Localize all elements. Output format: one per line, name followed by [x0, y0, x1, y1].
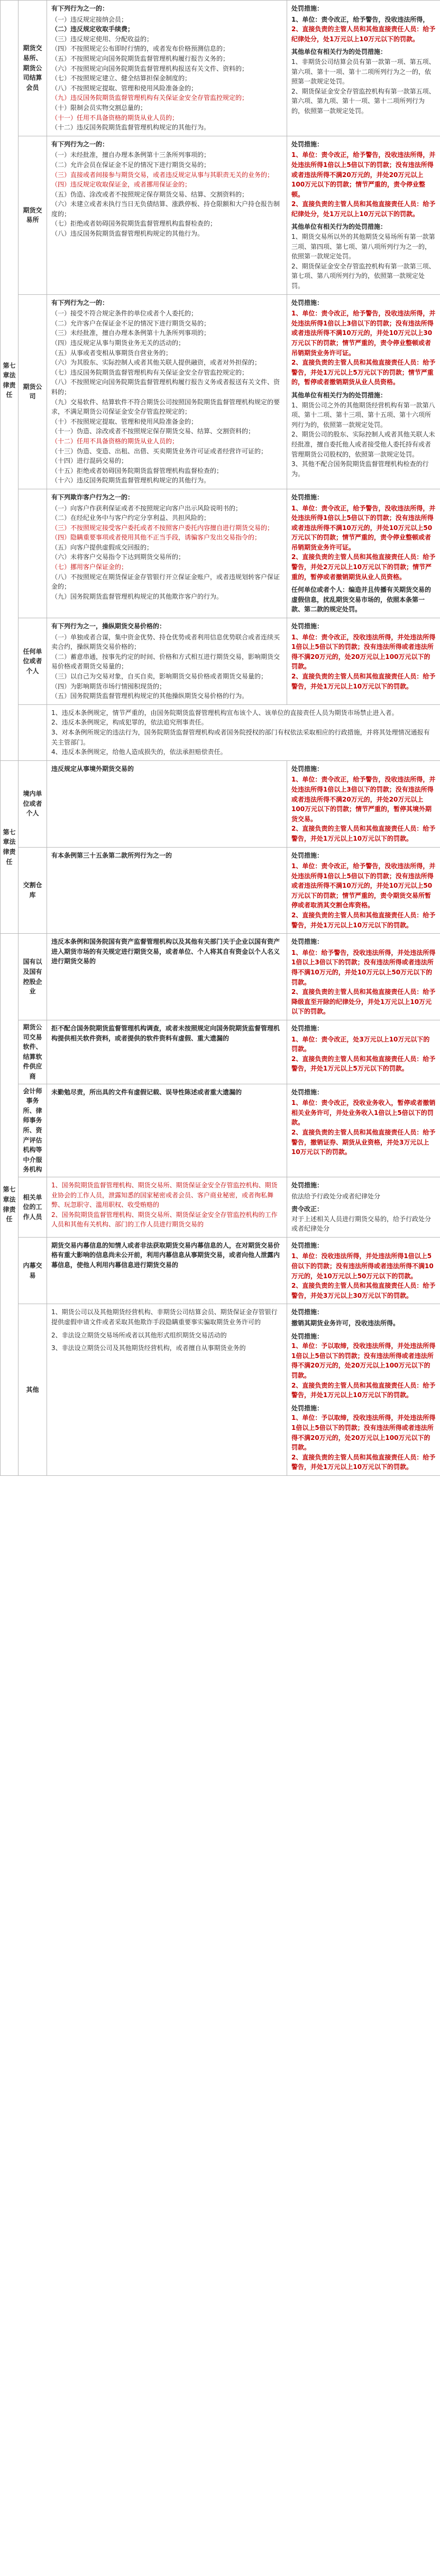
footer-note: 1、违反本条例规定，情节严重的，由国务院期货监督管理机构宣布该个人、该单位的直接责任人员为期货市场禁止进入者。 [51, 709, 398, 717]
behavior-item: （十一）伪造、涂改或者不按照规定保存期货交易、结算、交割资料的； [51, 427, 255, 435]
behavior-item: （二）蓄意串通，按事先约定的时间、价格和方式相互进行期货交易，影响期货交易价格或者期货交易量的； [51, 653, 280, 671]
penalty-cell [287, 1237, 440, 1304]
behavior-item: （八）违反国务院期货监督管理机构规定的其他行为。 [51, 230, 204, 238]
penalty-item: 1、单位：责令改正，没收业务收入，暂停或者撤销相关业务许可，并处业务收入1倍以上5倍以下的罚款。 [291, 1099, 436, 1127]
behavior-item: （七）不按照规定建立、健全结算担保金制度的； [51, 75, 191, 82]
penalty-item: 1、期货交易所以外的其他期货交易场所有第一款第三项、第四项、第七项、第八项所列行为之一的，依照第一款规定处罚。 [291, 233, 435, 261]
behavior-item: （六）未将客户交易指令下达到期货交易所的； [51, 553, 185, 561]
behavior-item: （十一）任用不具备资格的期货从业人员的； [51, 114, 179, 122]
behavior-item: （六）不按照规定向国务院期货监督管理机构报送有关文件、资料的； [51, 64, 249, 72]
penalty-item: 其他单位有相关行为的处罚措施： [291, 223, 387, 231]
penalty-item: 2、直接负责的主管人员和其他直接责任人员：给予警告，并处1万元以上10万元以下的罚款。 [291, 912, 436, 929]
behavior-item: （八）不按照规定向国务院期货监督管理机构履行报告义务或者报送有关文件、资料的； [51, 378, 280, 396]
penalty-item: 2、直接负责的主管人员和其他直接责任人员：给予纪律处分，处1万元以上10万元以下的罚款。 [291, 200, 436, 218]
behavior-intro: 有下列行为之一的： [51, 299, 109, 306]
behavior-item: 2、非法设立期货交易场所或者以其他形式组织期货交易活动的 [51, 1331, 227, 1339]
penalty-item: 3、其他不配合国务院期货监督管理机构检查的行为。 [291, 460, 429, 478]
subject-cell: 期货公司交易软件、结算软件供应商 [19, 1020, 47, 1084]
behavior-intro: 拒不配合国务院期货监督管理机构调查，或者未按照规定向国务院期货监督管理机构提供相关软件资料，或者提供的软件资料有虚假、重大遗漏的 [51, 1025, 280, 1042]
penalty-item: 依法给予行政处分或者纪律处分 [291, 1192, 381, 1200]
penalty-item: 2、直接负责的主管人员和其他直接责任人员：给予警告，并处3万元以上30万元以下的罚款。 [291, 1282, 436, 1299]
penalty-item: 2、直接负责的主管人员和其他直接责任人员：给予警告，并处1万元以上10万元以下的罚款。 [291, 825, 436, 842]
table-row [1, 1084, 440, 1177]
penalty-item: 1、非期货公司结算会员有第一款第一项、第五项、第六项、第十一项、第十二项所列行为之一的，依照第一款规定处罚。 [291, 58, 435, 86]
penalty-heading: 处罚措施： [291, 622, 324, 630]
table-row [1, 1237, 440, 1304]
subject-cell: 期货公司 [19, 294, 47, 489]
penalty-heading: 处罚措施： [291, 1181, 324, 1189]
penalty-heading: 处罚措施： [291, 851, 324, 859]
behavior-item: （六）为其股东、实际控制人或者其他关联人提供融资，或者对外担保的； [51, 359, 261, 367]
behavior-item: 3、非法设立期货公司及其他期货经营机构，或者擅自从事期货业务的 [51, 1344, 246, 1352]
penalty-item: 处罚措施： [291, 1332, 324, 1340]
penalty-item: 1、单位：责令改正，给予警告，没收违法所得，并处违法所得1倍以上3倍以下的罚款；没有违法所得或者违法所得不满10万元的，并处10万元以上30万元以下的罚款；情节严重的，责令停业整顿或者吊销期货业务许可证。 [291, 310, 436, 357]
behavior-item: （五）国务院期货监督管理机构规定的其他操纵期货交易价格的行为。 [51, 692, 249, 700]
table-row [1, 847, 440, 934]
penalty-heading: 处罚措施： [291, 938, 324, 946]
behavior-item: （七）违反国务院期货监督管理机构有关保证金安全存管监控规定的； [51, 368, 249, 376]
behavior-item: 1、期货公司以及其他期货经营机构、非期货公司结算会员、期货保证金存管银行提供虚假申请文件或者采取其他欺诈手段隐瞒重要事实骗取期货业务许可的 [51, 1308, 278, 1326]
penalty-cell [287, 1084, 440, 1177]
chapter-cell: 第七章法律责任 [1, 934, 19, 1476]
table-row [1, 489, 440, 618]
penalty-item: 1、单位：责令改正，没收违法所得，并处违法所得1倍以上5倍以下的罚款；没有违法所得或者违法所得不满20万元的，处20万元以上100万元以下的罚款。 [291, 633, 436, 671]
penalty-heading: 处罚措施： [291, 765, 324, 773]
behavior-intro: 有下列行为之一的： [51, 140, 109, 148]
penalty-item: 1、单位：责令改正，处3万元以上10万元以下的罚款。 [291, 1035, 430, 1053]
behavior-item: （十二）违反国务院期货监督管理机构规定的其他行为。 [51, 124, 210, 132]
subject-cell-empty [19, 704, 47, 760]
behavior-item: （四）为影响期货市场行情囤积现货的； [51, 682, 166, 690]
behavior-item: （七）拒绝或者妨碍国务院期货监督管理机构监督检查的； [51, 220, 217, 228]
subject-cell: 期货交易所 [19, 136, 47, 294]
table-row [1, 618, 440, 705]
behavior-item: （五）向客户提供虚假成交回报的； [51, 543, 153, 551]
penalty-item: 2、直接负责的主管人员和其他直接责任人员：给予警告，并处1万元以上10万元以下的罚款。 [291, 1381, 436, 1399]
penalty-item: 1、单位：责令改正，给予警告，没收违法所得， [291, 15, 429, 23]
behavior-item: （三）不按照规定接受客户委托或者不按照客户委托内容擅自进行期货交易的； [51, 524, 274, 532]
behavior-item: （五）不按照规定向国务院期货监督管理机构履行报告义务的； [51, 54, 230, 62]
penalty-item: 2、期货保证金安全存管监控机构有第一款第五项、第六项、第九项、第十一项、第十二项所列行为的，依照第一款规定处罚。 [291, 87, 435, 115]
penalty-item: 1、单位：责令改正，给予警告，没收违法所得，并处违法所得1倍以上5倍以下的罚款；没有违法所得或者违法所得不满10万元的，并处10万元以上50万元以下的罚款；情节严重的，责令期货交易所暂停或者取消其交割仓库资格。 [291, 862, 436, 909]
footer-note: 3、对本条例所规定的违法行为，国务院期货监督管理机构或者国务院授权的部门有权依法采取相应的行政措施，并将其处理情况通报有关主管部门。 [51, 728, 430, 746]
penalty-item: 处罚措施： [291, 1404, 324, 1412]
behavior-item: （八）不按照规定提取、管理和使用风险准备金的； [51, 84, 198, 92]
subject-cell: 相关单位的工作人员 [19, 1177, 47, 1237]
behavior-item: （三）未经批准，擅自办理本条例第十九条所列事项的； [51, 329, 210, 337]
behavior-item: （二）允许会员在保证金不足的情况下进行期货交易的； [51, 161, 210, 169]
penalty-item: 责令改正： [291, 1205, 324, 1213]
behavior-item: （一）未经批准，擅自办理本条例第十三条所列事项的； [51, 151, 210, 159]
table-row [1, 1304, 440, 1476]
penalty-heading: 处罚措施： [291, 299, 324, 306]
behavior-item: （四）隐瞒重要事项或者使用其他不正当手段，诱骗客户发出交易指令的； [51, 534, 261, 542]
penalty-item: 1、单位：责令改正，给予警告，没收违法所得，并处违法所得1倍以上5倍以下的罚款；没有违法所得或者违法所得不满20万元的，并处20万元以上100万元以下的罚款；情节严重的，责令停业整顿。 [291, 151, 436, 198]
behavior-intro: 未勤勉尽责，所出具的文件有虚假记载、误导性陈述或者重大遗漏的 [51, 1088, 242, 1096]
penalty-item: 2、期货公司的股东、实际控制人或者其他关联人未经批准，擅自委托他人或者接受他人委托持有或者管理期货公司股权的，依照第一款规定处罚。 [291, 431, 435, 458]
behavior-item: 1、国务院期货监督管理机构、期货交易所、期货保证金安全存管监控机构、期货业协会的工作人员，泄露知悉的国家秘密或者会员、客户商业秘密，或者徇私舞弊、玩忽职守、滥用职权、收受贿赂的 [51, 1181, 278, 1209]
behavior-intro: 违反本条例和国务院国有资产监督管理机构以及其他有关部门关于企业以国有资产进入期货市场的有关规定进行期货交易，或者单位、个人将其自有资金以个人名义进行期货交易的 [51, 938, 280, 965]
penalty-item: 1、单位：责令改正，给予警告，没收违法所得，并处违法所得1倍以上3倍以下的罚款；没有违法所得或者违法所得不满20万元的，并处20万元以上100万元以下的罚款；情节严重的，暂停其境外期货交易。 [291, 776, 436, 823]
subject-cell: 交割仓库 [19, 847, 47, 934]
subject-cell [19, 489, 47, 618]
penalty-item: 2、直接负责的主管人员和其他直接责任人员：给予警告，并处1万元以上10万元以下的罚款。 [291, 673, 436, 690]
behavior-intro: 期货交易内幕信息的知情人或者非法获取期货交易内幕信息的人，在对期货交易价格有重大影响的信息尚未公开前，利用内幕信息从事期货交易，或者向他人泄露内幕信息，使他人利用内幕信息进行期货交易的 [51, 1241, 280, 1269]
table-row-footer [1, 704, 440, 760]
behavior-item: （十六）违反国务院期货监督管理机构规定的其他行为。 [51, 477, 210, 485]
behavior-item: （一）接受不符合规定条件的单位或者个人委托的； [51, 310, 198, 318]
penalty-item: 1、单位：予以取缔，没收违法所得，并处违法所得1倍以上5倍以下的罚款；没有违法所得或者违法所得不满20万元的，处20万元以上100万元以下的罚款。 [291, 1414, 436, 1452]
penalty-item: 2、直接负责的主管人员和其他直接责任人员：给予警告，并处2万元以上10万元以下的罚款；情节严重的，暂停或者撤销期货从业人员资格。 [291, 553, 436, 581]
penalty-cell [287, 489, 440, 618]
behavior-cell [47, 1304, 287, 1476]
behavior-intro: 有下列欺诈客户行为之一的： [51, 493, 134, 501]
behavior-intro: 违反规定从事境外期货交易的 [51, 765, 134, 773]
footer-note: 2、违反本条例规定，构成犯罪的，依法追究刑事责任。 [51, 719, 208, 727]
penalty-cell [287, 136, 440, 294]
behavior-cell [47, 1177, 287, 1237]
penalty-item: 2、直接负责的主管人员和其他直接责任人员：给予警告，并处1万元以上5万元以下的罚款；情节严重的，暂停或者撤销期货从业人员资格。 [291, 359, 436, 386]
behavior-cell [47, 136, 287, 294]
subject-cell: 境内单位或者个人 [19, 760, 47, 847]
penalty-heading: 处罚措施： [291, 493, 324, 501]
penalty-item: 撤销其期货业务许可，没收违法所得。 [291, 1319, 400, 1327]
table-row [1, 1177, 440, 1237]
behavior-cell [47, 1, 287, 136]
penalty-item: 1、单位：予以取缔，没收违法所得，并处违法所得1倍以上5倍以下的罚款；没有违法所得或者违法所得不满20万元的，处20万元以上100万元以下的罚款。 [291, 1342, 436, 1379]
penalty-item: 任何单位或者个人：编造并且传播有关期货交易的虚假信息，扰乱期货交易市场的，依照本条第一款、第二款的规定处罚。 [291, 586, 432, 613]
penalty-cell [287, 1304, 440, 1476]
behavior-item: （四）不按照规定公布即时行情的，或者发布价格预测信息的； [51, 45, 230, 53]
penalty-item: 其他单位有相关行为的处罚措施： [291, 391, 387, 399]
penalty-item: 1、单位：没收违法所得，并处违法所得1倍以上5倍以下的罚款；没有违法所得或者违法所得不满10万元的，处10万元以上50万元以下的罚款。 [291, 1252, 434, 1280]
behavior-cell [47, 489, 287, 618]
subject-cell: 任何单位或者个人 [19, 618, 47, 705]
subject-cell: 内幕交易 [19, 1237, 47, 1304]
behavior-item: （二）违反规定收取手续费； [51, 25, 134, 33]
behavior-item: （八）不按照规定在期货保证金存管银行开立保证金账户，或者违规划转客户保证金的； [51, 573, 280, 591]
penalty-cell [287, 294, 440, 489]
penalty-item: 2、直接负责的主管人员和其他直接责任人员：给予降级直至开除的纪律处分，并处1万元以上10万元以下的罚款。 [291, 988, 436, 1016]
behavior-item: （十五）拒绝或者妨碍国务院期货监督管理机构监督检查的； [51, 467, 223, 475]
penalty-cell [287, 1020, 440, 1084]
penalty-item: 2、直接负责的主管人员和其他直接责任人员：给予纪律处分，处1万元以上10万元以下的罚款。 [291, 25, 436, 43]
penalty-item: 其他单位有相关行为的处罚措施： [291, 48, 387, 56]
penalty-item: 2、期货保证金安全存管监控机构有第一款第三项、第七项、第八项所列行为的，依照第一款规定处罚。 [291, 262, 435, 290]
behavior-item: （二）在经纪业务中与客户约定分享利益、共担风险的； [51, 514, 210, 522]
penalty-cell [287, 934, 440, 1020]
behavior-item: （十四）进行混码交易的； [51, 457, 128, 465]
table-row [1, 136, 440, 294]
behavior-item: （三）违反规定使用、分配收益的； [51, 35, 153, 43]
behavior-item: （二）允许客户在保证金不足的情况下进行期货交易的； [51, 319, 210, 327]
penalty-cell [287, 1177, 440, 1237]
behavior-item: （一）单独或者合谋，集中资金优势、持仓优势或者利用信息优势联合或者连续买卖合约，操纵期货交易价格的； [51, 633, 280, 651]
behavior-item: （五）伪造、涂改或者不按照规定保存期货交易、结算、交割资料的； [51, 190, 249, 198]
behavior-item: （三）直接或者间接参与期货交易，或者违反规定从事与其职责无关的业务的； [51, 171, 274, 179]
behavior-item: 2、国务院期货监督管理机构、期货交易所、期货保证金安全存管监控机构的工作人员和其他有关机构、部门的工作人员进行期货交易的 [51, 1211, 278, 1229]
chapter-cell: 第七章法律责任 [1, 1, 19, 761]
behavior-cell [47, 618, 287, 705]
table-row [1, 934, 440, 1020]
behavior-cell [47, 1020, 287, 1084]
behavior-intro: 有下列行为之一，操纵期货交易价格的： [51, 622, 166, 630]
behavior-item: （六）未建立或者未执行当日无负债结算、涨跌停板、持仓限额和大户持仓报告制度的； [51, 200, 280, 218]
behavior-item: （九）交易软件、结算软件不符合期货公司按照国务院期货监督管理机构规定的要求，不满足期货公司保证金安全存管监控规定的； [51, 398, 280, 416]
behavior-item: （十二）任用不具备资格的期货从业人员的； [51, 437, 179, 445]
penalty-heading: 处罚措施： [291, 5, 324, 12]
penalty-item: 2、直接负责的主管人员和其他直接责任人员：给予警告，并处1万元以上10万元以下的罚款。 [291, 1453, 436, 1471]
behavior-cell [47, 294, 287, 489]
penalty-cell [287, 618, 440, 705]
behavior-item: （九）国务院期货监督管理机构规定的其他欺诈客户的行为。 [51, 592, 223, 600]
behavior-cell [47, 1084, 287, 1177]
penalty-heading: 处罚措施： [291, 140, 324, 148]
behavior-intro: 有本条例第三十五条第二款所列行为之一的 [51, 851, 172, 859]
table-row [1, 760, 440, 847]
penalty-cell [287, 760, 440, 847]
behavior-item: （九）违反国务院期货监督管理机构有关保证金安全存管监控规定的； [51, 94, 249, 102]
penalty-heading: 处罚措施： [291, 1088, 324, 1096]
behavior-cell [47, 847, 287, 934]
behavior-cell [47, 1237, 287, 1304]
penalty-item: 2、直接负责的主管人员和其他直接责任人员：给予警告，撤销证券、期货从业资格，并处3万元以上10万元以下的罚款。 [291, 1128, 436, 1156]
behavior-intro: 有下列行为之一的： [51, 5, 109, 12]
subject-cell: 期货交易所、期货公司结算会员 [19, 1, 47, 136]
penalty-heading: 处罚措施： [291, 1308, 324, 1316]
behavior-cell [47, 760, 287, 847]
behavior-cell [47, 934, 287, 1020]
penalty-heading: 处罚措施： [291, 1025, 324, 1032]
behavior-item: （七）挪用客户保证金的； [51, 563, 128, 571]
behavior-item: （一）违反规定接纳会员； [51, 15, 128, 23]
behavior-item: （五）从事或者变相从事期货自营业务的； [51, 349, 172, 357]
table-row [1, 1, 440, 136]
footer-note-cell [47, 704, 440, 760]
behavior-item: （三）以自己为交易对象，自买自卖，影响期货交易价格或者期货交易量的； [51, 673, 268, 680]
penalty-item: 1、单位：给予警告，没收违法所得，并处违法所得1倍以上3倍以下的罚款；没有违法所得或者违法所得不满10万元的，并处10万元以上50万元以下的罚款。 [291, 948, 436, 986]
behavior-item: （四）违反规定从事与期货业务无关的活动的； [51, 339, 185, 347]
penalty-item: 1、期货公司之外的其他期货经营机构有第一款第八项、第十二项、第十三项、第十五项、第十六项所列行为的，依照第一款规定处罚。 [291, 401, 435, 429]
penalty-cell [287, 1, 440, 136]
penalty-heading: 处罚措施： [291, 1241, 324, 1249]
penalty-item: 对于上述相关人员进行期货交易的，给予行政处分或者纪律处分 [291, 1215, 432, 1233]
penalty-cell [287, 847, 440, 934]
subject-cell: 国有以及国有控股企业 [19, 934, 47, 1020]
penalty-item: 1、单位：责令改正，给予警告，没收违法所得，并处违法所得1倍以上5倍以下的罚款；没有违法所得或者违法所得不满10万元的，并处10万元以上50万元以下的罚款；情节严重的，责令停业整顿或者吊销期货业务许可证。 [291, 504, 436, 551]
table-row [1, 294, 440, 489]
behavior-item: （十）不按照规定提取、管理和使用风险准备金的； [51, 417, 198, 425]
table-row [1, 1020, 440, 1084]
subject-cell: 其他 [19, 1304, 47, 1476]
subject-cell: 会计师事务所、律师事务所、资产评估机构等中介服务机构 [19, 1084, 47, 1177]
behavior-item: （十）限制会员实物交割总量的； [51, 104, 147, 111]
behavior-item: （四）违反规定收取保证金，或者挪用保证金的； [51, 181, 191, 189]
behavior-item: （十三）伪造、变造、出租、出借、买卖期货业务许可证或者经营许可证的； [51, 447, 268, 455]
footer-note: 4、违反本条例规定，给他人造成损失的，依法承担赔偿责任。 [51, 748, 227, 756]
chapter-cell: 第七章法律责任 [1, 760, 19, 934]
behavior-item: （一）向客户作获利保证或者不按照规定向客户出示风险说明书的； [51, 504, 242, 512]
penalty-item: 2、直接负责的主管人员和其他直接责任人员：给予警告，并处1万元以上5万元以下的罚款。 [291, 1055, 436, 1073]
